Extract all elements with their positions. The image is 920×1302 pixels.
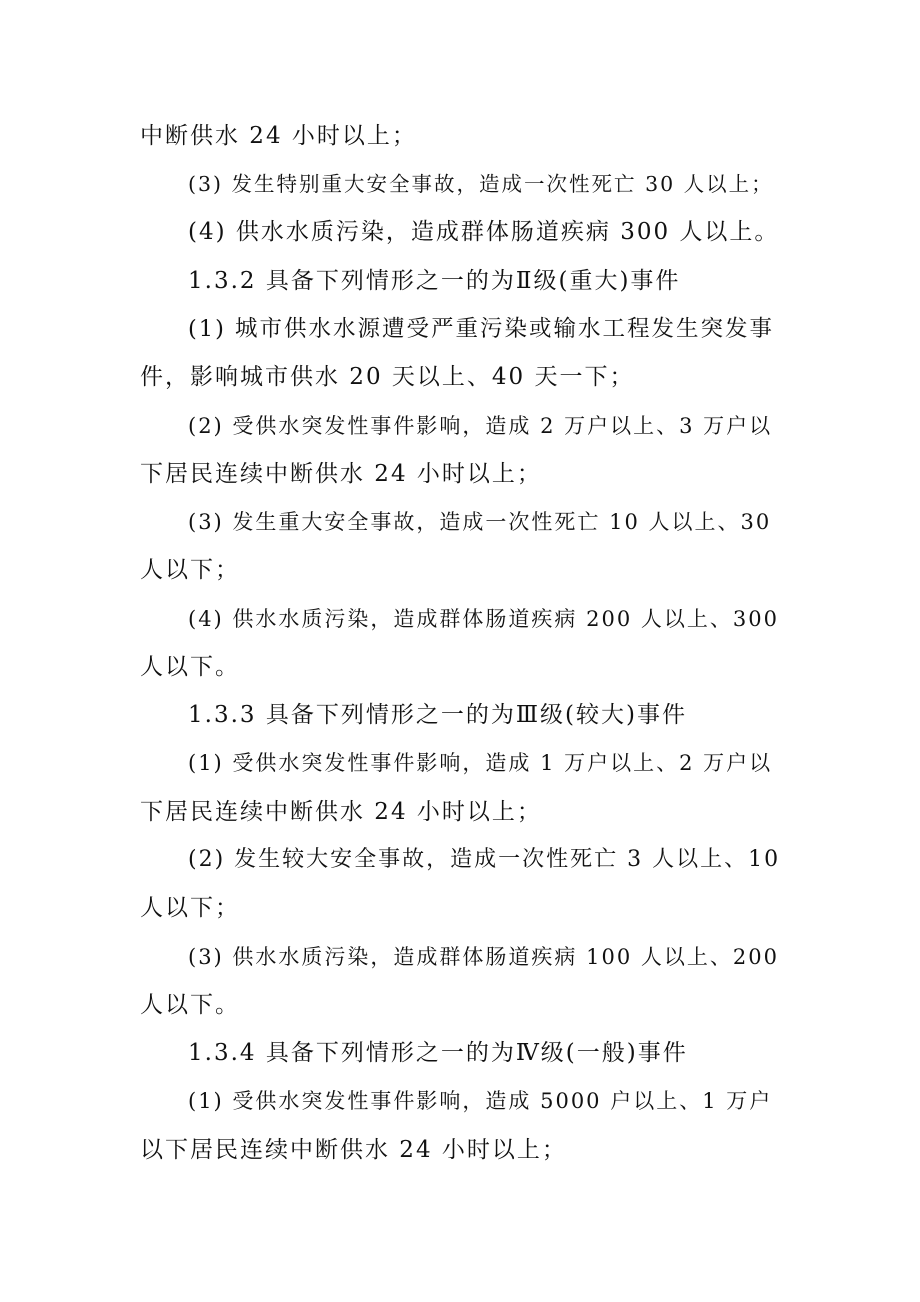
text-line: (4) 供水水质污染，造成群体肠道疾病 300 人以上。: [188, 219, 780, 245]
text-line: (3) 供水水质污染，造成群体肠道疾病 100 人以上、200: [188, 945, 779, 969]
text-line: 人以下。: [140, 992, 240, 1018]
text-line: 人以下；: [140, 895, 240, 921]
text-line: (1) 城市供水水源遭受严重污染或输水工程发生突发事: [188, 316, 775, 342]
text-line: (1) 受供水突发性事件影响，造成 5000 户以上、1 万户: [188, 1089, 773, 1113]
text-line: (4) 供水水质污染，造成群体肠道疾病 200 人以上、300: [188, 607, 779, 631]
text-line: (2) 受供水突发性事件影响，造成 2 万户以上、3 万户以: [188, 414, 773, 438]
text-line: 件，影响城市供水 20 天以上、40 天一下；: [140, 364, 635, 390]
section-heading: 1.3.2 具备下列情形之一的为Ⅱ级(重大)事件: [188, 268, 681, 294]
text-line: (3) 发生重大安全事故，造成一次性死亡 10 人以上、30: [188, 510, 772, 534]
text-line: (2) 发生较大安全事故，造成一次性死亡 3 人以上、10: [188, 847, 781, 872]
text-line: (3) 发生特别重大安全事故，造成一次性死亡 30 人以上；: [188, 172, 774, 196]
section-heading: 1.3.3 具备下列情形之一的为Ⅲ级(较大)事件: [188, 702, 687, 728]
text-line: (1) 受供水突发性事件影响，造成 1 万户以上、2 万户以: [188, 751, 773, 775]
text-line: 人以下。: [140, 654, 240, 680]
text-line: 下居民连续中断供水 24 小时以上；: [140, 799, 542, 825]
text-line: 下居民连续中断供水 24 小时以上；: [140, 461, 542, 487]
text-line: 人以下；: [140, 557, 240, 583]
text-line: 以下居民连续中断供水 24 小时以上；: [140, 1137, 567, 1163]
section-heading: 1.3.4 具备下列情形之一的为Ⅳ级(一般)事件: [188, 1040, 688, 1066]
text-line: 中断供水 24 小时以上；: [140, 123, 417, 149]
